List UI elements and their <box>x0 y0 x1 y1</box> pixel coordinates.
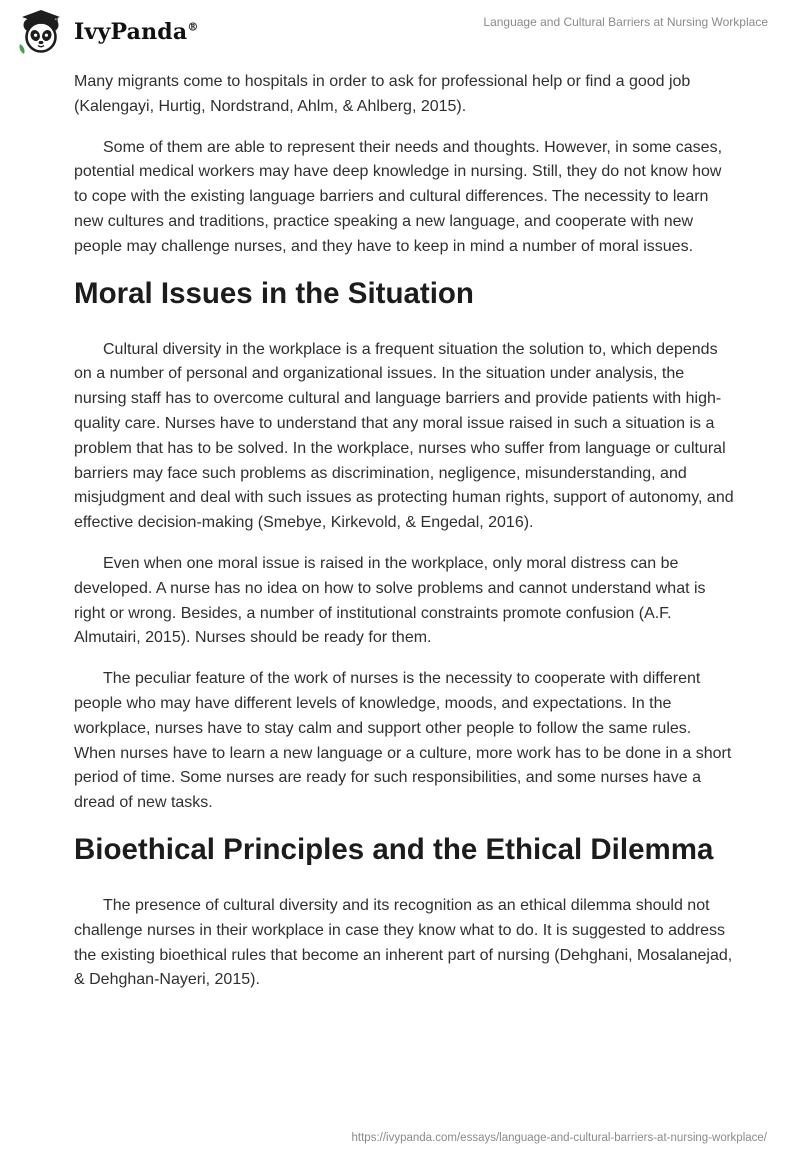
section-heading: Bioethical Principles and the Ethical Dilemma <box>74 832 714 866</box>
panda-graduate-logo-icon <box>16 8 66 56</box>
paragraph: Many migrants come to hospitals in order to ask for professional help or find a good job (Kalengayi, Hurtig, Nordstrand, Ahlm, & Ahlberg, 2015). <box>74 73 691 115</box>
section-heading: Moral Issues in the Situation <box>74 276 474 310</box>
paragraph: Cultural diversity in the workplace is a frequent situation the solution to, which depends on a number of personal and organizational issues. In the situation under analysis, the nursing staff has to overcome cultural and language barriers and provide patients with high-quality care. Nurses have to understand that any moral issue raised in such a situation is a problem that has to be solved. In the workplace, nurses who suffer from language or cultural barriers may face such problems as discrimination, negligence, misunderstanding, and misjudgment and deal with such issues as protecting human rights, support of autonomy, and effective decision-making (Smebye, Kirkevold, & Engedal, 2016). <box>74 340 734 532</box>
paragraph: Some of them are able to represent their needs and thoughts. However, in some cases, potential medical workers may have deep knowledge in nursing. Still, they do not know how to cope with the existing language barriers and cultural differences. The necessity to learn new cultures and traditions, practice speaking a new language, and cooperate with new people may challenge nurses, and they have to keep in mind a number of moral issues. <box>74 138 723 255</box>
paragraph: Even when one moral issue is raised in the workplace, only moral distress can be developed. A nurse has no idea on how to solve problems and cannot understand what is right or wrong. Besides, a number of institutional constraints promote confusion (A.F. Almutairi, 2015). Nurses should be ready for them. <box>74 554 706 647</box>
paragraph: The peculiar feature of the work of nurses is the necessity to cooperate with different people who may have different levels of knowledge, moods, and expectations. In the workplace, nurses have to stay calm and support other people to follow the same rules. When nurses have to learn a new language or a culture, more work has to be done in a short period of time. Some nurses are ready for such responsibilities, and some nurses have a dread of new tasks. <box>74 670 732 812</box>
page-header <box>0 0 800 56</box>
brand-logo[interactable] <box>16 8 199 56</box>
essay-body <box>74 70 734 1009</box>
paragraph: The presence of cultural diversity and its recognition as an ethical dilemma should not challenge nurses in their workplace in case they know what to do. It is suggested to address the existing bioethical rules that become an inherent part of nursing (Dehghani, Mosalanejad, & Dehghan-Nayeri, 2015). <box>74 896 733 989</box>
footer-source-url[interactable]: https://ivypanda.com/essays/language-and-cultural-barriers-at-nursing-workplace/ <box>351 1132 767 1144</box>
document-title: Language and Cultural Barriers at Nursing Workplace <box>483 15 768 29</box>
brand-name: IvyPanda® <box>74 19 199 45</box>
